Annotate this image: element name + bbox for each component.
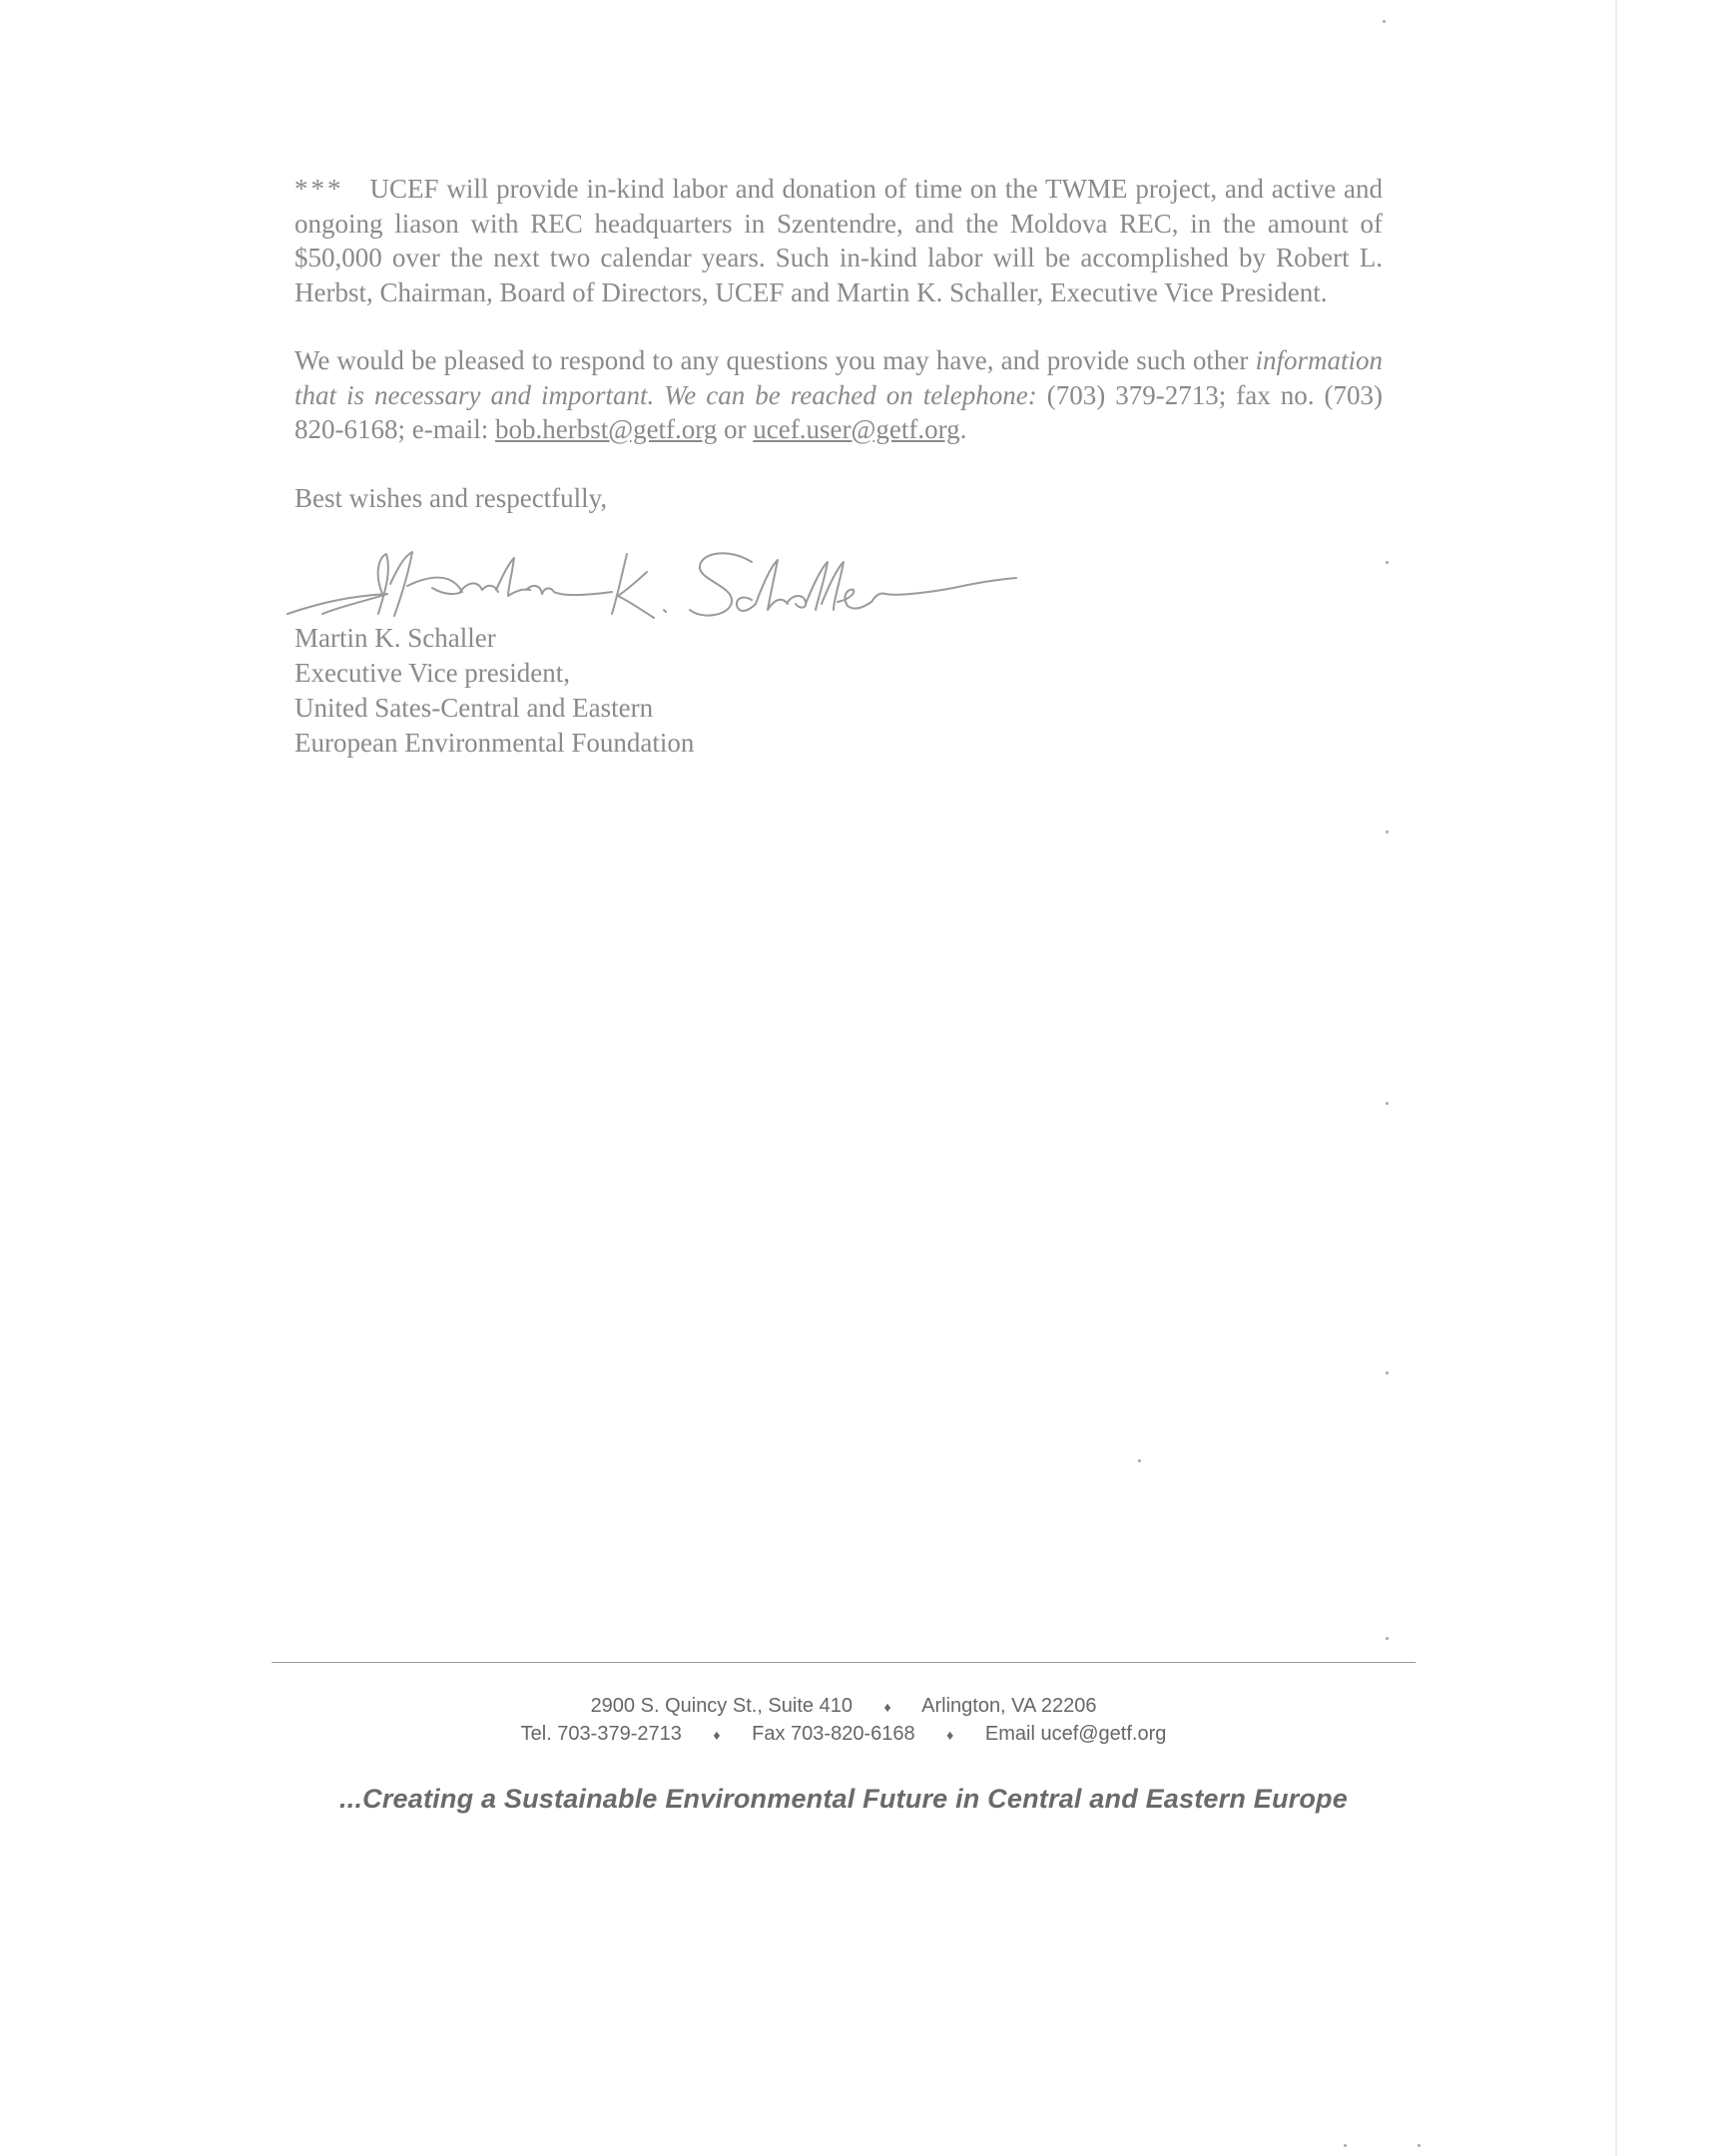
scan-speck — [1344, 2144, 1347, 2147]
footer-contact-line — [272, 1723, 1416, 1746]
signatory-org-line2: European Environmental Foundation — [294, 728, 695, 758]
contact-text-italic: information that is necessary and important. We can be reached on telephone: — [294, 345, 1383, 410]
signatory-name: Martin K. Schaller — [294, 623, 496, 653]
scan-speck — [1386, 1637, 1389, 1640]
email-link-ucef[interactable]: ucef.user@getf.org — [753, 414, 960, 444]
scan-speck — [1386, 1102, 1389, 1105]
scan-speck — [1386, 1371, 1389, 1374]
diamond-separator-icon: ♦ — [946, 1726, 954, 1743]
scan-speck — [1138, 1459, 1141, 1462]
scan-edge — [1615, 0, 1617, 2156]
diamond-separator-icon: ♦ — [713, 1726, 721, 1743]
signature-block — [294, 621, 694, 761]
contact-text-start: We would be pleased to respond to any questions you may have, and provide such other — [294, 345, 1256, 375]
contact-paragraph — [294, 343, 1383, 447]
footer-divider — [272, 1662, 1416, 1663]
scan-speck — [1386, 561, 1389, 564]
signatory-org-line1: United Sates-Central and Eastern — [294, 693, 654, 723]
footer-fax: Fax 703-820-6168 — [752, 1723, 915, 1745]
footer-tel: Tel. 703-379-2713 — [520, 1723, 682, 1745]
footer-email: Email ucef@getf.org — [984, 1723, 1167, 1745]
scan-speck — [1383, 20, 1386, 23]
in-kind-text: UCEF will provide in-kind labor and donation of time on the TWME project, and active and ongoing liason with REC headquarters in Szentendre, and the Moldova REC, in the amount of $50,000 over the next two calendar years. Such in-kind labor will be accomplished by Robert L. Herbst, Chairman, Board of Directors, UCEF and Martin K. Schaller, Executive Vice President. — [294, 174, 1383, 307]
footer-city: Arlington, VA 22206 — [921, 1695, 1097, 1717]
signatory-title: Executive Vice president, — [294, 658, 571, 688]
scan-speck — [1418, 2144, 1421, 2147]
scan-speck — [1386, 830, 1389, 833]
closing-line: Best wishes and respectfully, — [294, 482, 608, 513]
footer-address-line — [272, 1695, 1416, 1718]
email-joiner: or — [717, 414, 754, 444]
letter-body — [294, 172, 1383, 515]
diamond-separator-icon: ♦ — [883, 1698, 891, 1715]
in-kind-paragraph — [294, 172, 1383, 309]
sentence-end: . — [959, 414, 967, 444]
footer-street: 2900 S. Quincy St., Suite 410 — [590, 1695, 853, 1717]
paragraph-marker: *** — [294, 174, 344, 204]
footer-tagline: ...Creating a Sustainable Environmental Future in Central and Eastern Europe — [339, 1784, 1348, 1814]
contact-text-end: (703) 379-2713; fax no. (703) 820-6168; e-mail: — [294, 379, 1383, 444]
email-link-herbst[interactable]: bob.herbst@getf.org — [494, 414, 718, 444]
